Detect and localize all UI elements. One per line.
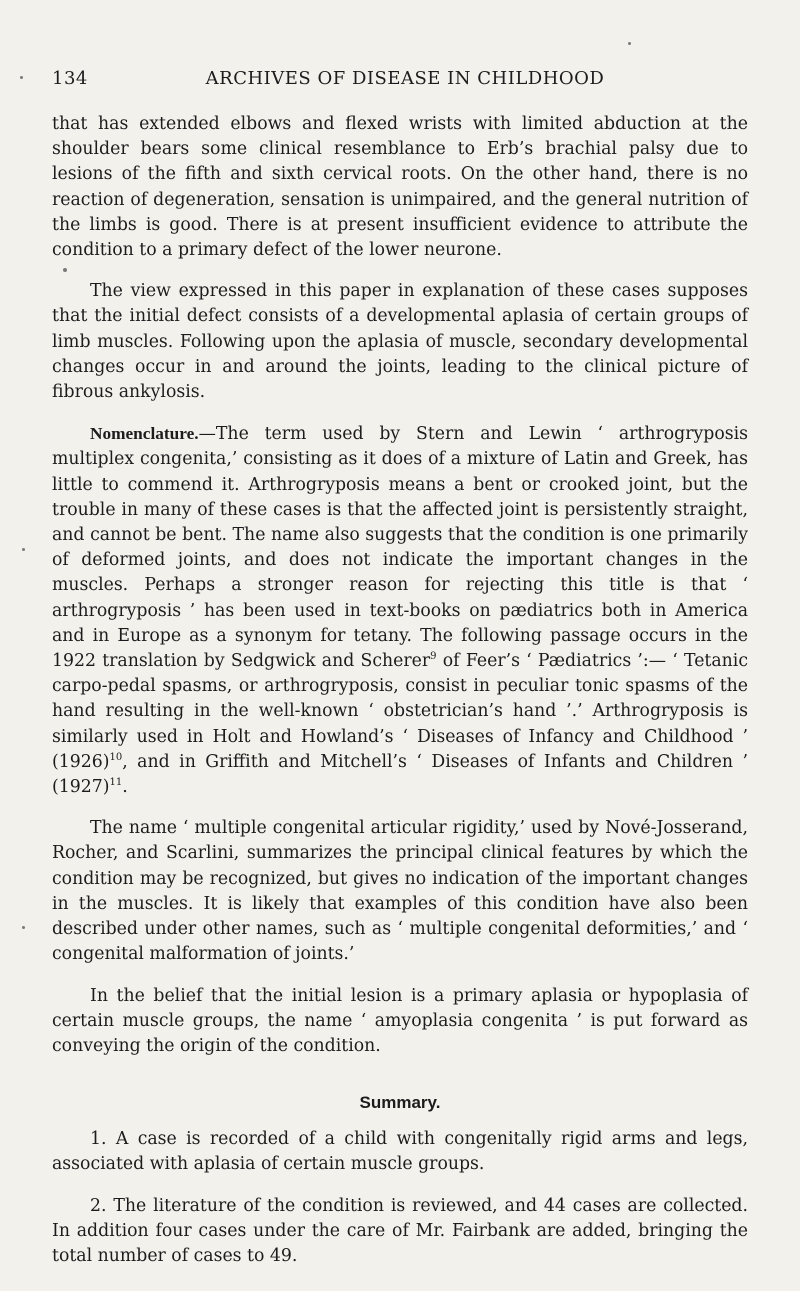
running-head <box>52 68 748 102</box>
paragraph-continuation: that has extended elbows and flexed wrists with limited abduction at the shoulder bears some clinical resemblance to Erb’s brachial palsy due to lesions of the fifth and sixth cervical roots. On the other hand, there is no reaction of degeneration, sensation is unimpaired, and the general nutrition of the limbs is good. There is at present insufficient evidence to attribute the condition to a primary defect of the lower neurone. <box>52 114 748 261</box>
nomenclature-text-d: . <box>122 777 128 798</box>
journal-title: ARCHIVES OF DISEASE IN CHILDHOOD <box>205 68 605 89</box>
scan-speck <box>628 42 631 45</box>
scan-speck <box>22 548 25 551</box>
summary-item-1: 1. A case is recorded of a child with congenitally rigid arms and legs, associated with aplasia of certain muscle groups. <box>52 1129 748 1175</box>
paragraph-amyoplasia-congenita: In the belief that the initial lesion is a primary aplasia or hypoplasia of certain muscle groups, the name ‘ amyoplasia congenita ’ is put forward as conveying the origin of the condition. <box>52 985 748 1056</box>
reference-10: 10 <box>109 752 123 764</box>
reference-11: 11 <box>109 777 123 789</box>
nomenclature-text-b: of Feer’s ‘ Pædiatrics ’:— ‘ Tetanic carpo-pedal spasms, or arthrogryposis, consist in peculiar tonic spasms of the hand resulting in the well-known ‘ obstetrician’s hand ’.’ Arthrogryposis is similarly used in Holt and Howland’s ‘ Diseases of Infancy and Childhood ’ (1926) <box>52 651 749 772</box>
journal-page <box>52 68 748 1269</box>
nomenclature-text-c: , and in Griffith and Mitchell’s ‘ Diseases of Infants and Children ’ (1927) <box>52 751 748 798</box>
scan-speck <box>22 926 25 929</box>
summary-heading: Summary. <box>359 1093 441 1113</box>
page-number: 134 <box>52 68 88 89</box>
paragraph-multiple-congenital-rigidity: The name ‘ multiple congenital articular rigidity,’ used by Nové-Josserand, Rocher, and Scarlini, summarizes the principal clinical features by which the condition may be recognized, but gives no indication of the important changes in the muscles. It is likely that examples of this condition have also been described under other names, such as ‘ multiple congenital deformities,’ and ‘ congenital malformation of joints.’ <box>52 818 748 965</box>
scan-speck <box>20 76 23 79</box>
reference-9: 9 <box>430 651 437 663</box>
paragraph-view-expressed: The view expressed in this paper in explanation of these cases supposes that the initial defect consists of a developmental aplasia of certain groups of limb muscles. Following upon the aplasia of muscle, secondary developmental changes occur in and around the joints, leading to the clinical picture of fibrous ankylosis. <box>52 281 748 403</box>
summary-item-2: 2. The literature of the condition is reviewed, and 44 cases are collected. In addition four cases under the care of Mr. Fairbank are added, bringing the total number of cases to 49. <box>52 1195 748 1266</box>
paragraph-nomenclature <box>52 421 748 800</box>
nomenclature-text-a: —The term used by Stern and Lewin ‘ arthrogryposis multiplex congenita,’ consisting as it does of a mixture of Latin and Greek, has little to commend it. Arthrogryposis means a bent or crooked joint, but the trouble in many of these cases is that the affected joint is persistently straight, and cannot be bent. The name also suggests that the condition is one primarily of deformed joints, and does not indicate the important changes in the muscles. Perhaps a stronger reason for rejecting this title is that ‘ arthrogryposis ’ has been used in text-books on pædiatrics both in America and in Europe as a synonym for tetany. The following passage occurs in the 1922 translation by Sedgwick and Scherer <box>52 424 748 672</box>
nomenclature-run-in-heading: Nomenclature. <box>90 424 199 444</box>
